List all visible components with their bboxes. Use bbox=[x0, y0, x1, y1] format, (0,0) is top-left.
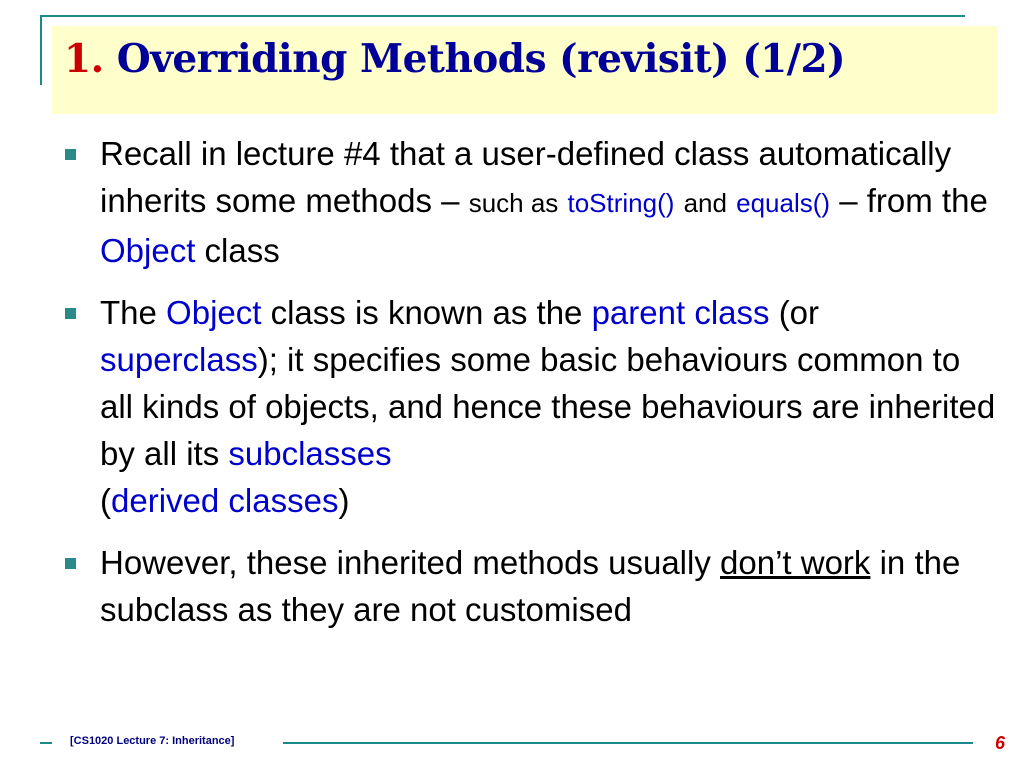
tostring-method: toString() bbox=[567, 188, 675, 218]
bullet-square-icon bbox=[65, 308, 76, 319]
subclasses-term: subclasses bbox=[228, 435, 392, 472]
footer-rule-left bbox=[40, 742, 52, 744]
equals-method: equals() bbox=[736, 188, 831, 218]
bullet-item-1 bbox=[60, 130, 1000, 274]
bullet-2-text-cont: ); it specifies some basic behaviours common to all kinds of objects, and hence these behaviours are inherited by all its bbox=[100, 341, 996, 472]
footer-rule-right bbox=[283, 742, 973, 744]
slide-title bbox=[64, 36, 845, 82]
bullet-1-from-the: – from the bbox=[839, 182, 988, 219]
object-class-term: Object bbox=[100, 232, 196, 269]
frame-top-rule bbox=[40, 15, 965, 17]
title-text: Overriding Methods (revisit) (1/2) bbox=[116, 36, 846, 82]
bullet-3-text-cont: in the subclass as they are not customised bbox=[100, 544, 961, 628]
derived-classes-term: derived classes bbox=[111, 482, 339, 519]
bullet-2-close-paren: ) bbox=[338, 482, 350, 519]
dont-work-emphasis: don’t work bbox=[720, 544, 871, 581]
bullet-3-text: However, these inherited methods usually bbox=[100, 544, 711, 581]
object-class-term: Object bbox=[166, 294, 262, 331]
bullet-1-and: and bbox=[683, 188, 727, 218]
bullet-1-such-as: such as bbox=[468, 188, 559, 218]
page-number: 6 bbox=[995, 733, 1006, 753]
bullet-2-the: The bbox=[100, 294, 157, 331]
title-number: 1. bbox=[64, 36, 104, 82]
bullet-square-icon bbox=[65, 149, 76, 160]
superclass-term: superclass bbox=[100, 341, 258, 378]
bullet-item-2 bbox=[60, 289, 1000, 524]
bullet-list bbox=[60, 130, 1000, 633]
bullet-square-icon bbox=[65, 558, 76, 569]
bullet-2-or: (or bbox=[778, 294, 820, 331]
bullet-1-class: class bbox=[204, 232, 280, 269]
bullet-item-3 bbox=[60, 539, 1000, 633]
bullet-1-text: Recall in lecture #4 that a user-defined class automatically inherits some methods – bbox=[100, 135, 952, 219]
bullet-2-open-paren: ( bbox=[100, 482, 111, 519]
frame-left-rule bbox=[40, 15, 42, 85]
footer-label: [CS1020 Lecture 7: Inheritance] bbox=[70, 735, 235, 747]
parent-class-term: parent class bbox=[591, 294, 770, 331]
bullet-2-text: class is known as the bbox=[270, 294, 583, 331]
